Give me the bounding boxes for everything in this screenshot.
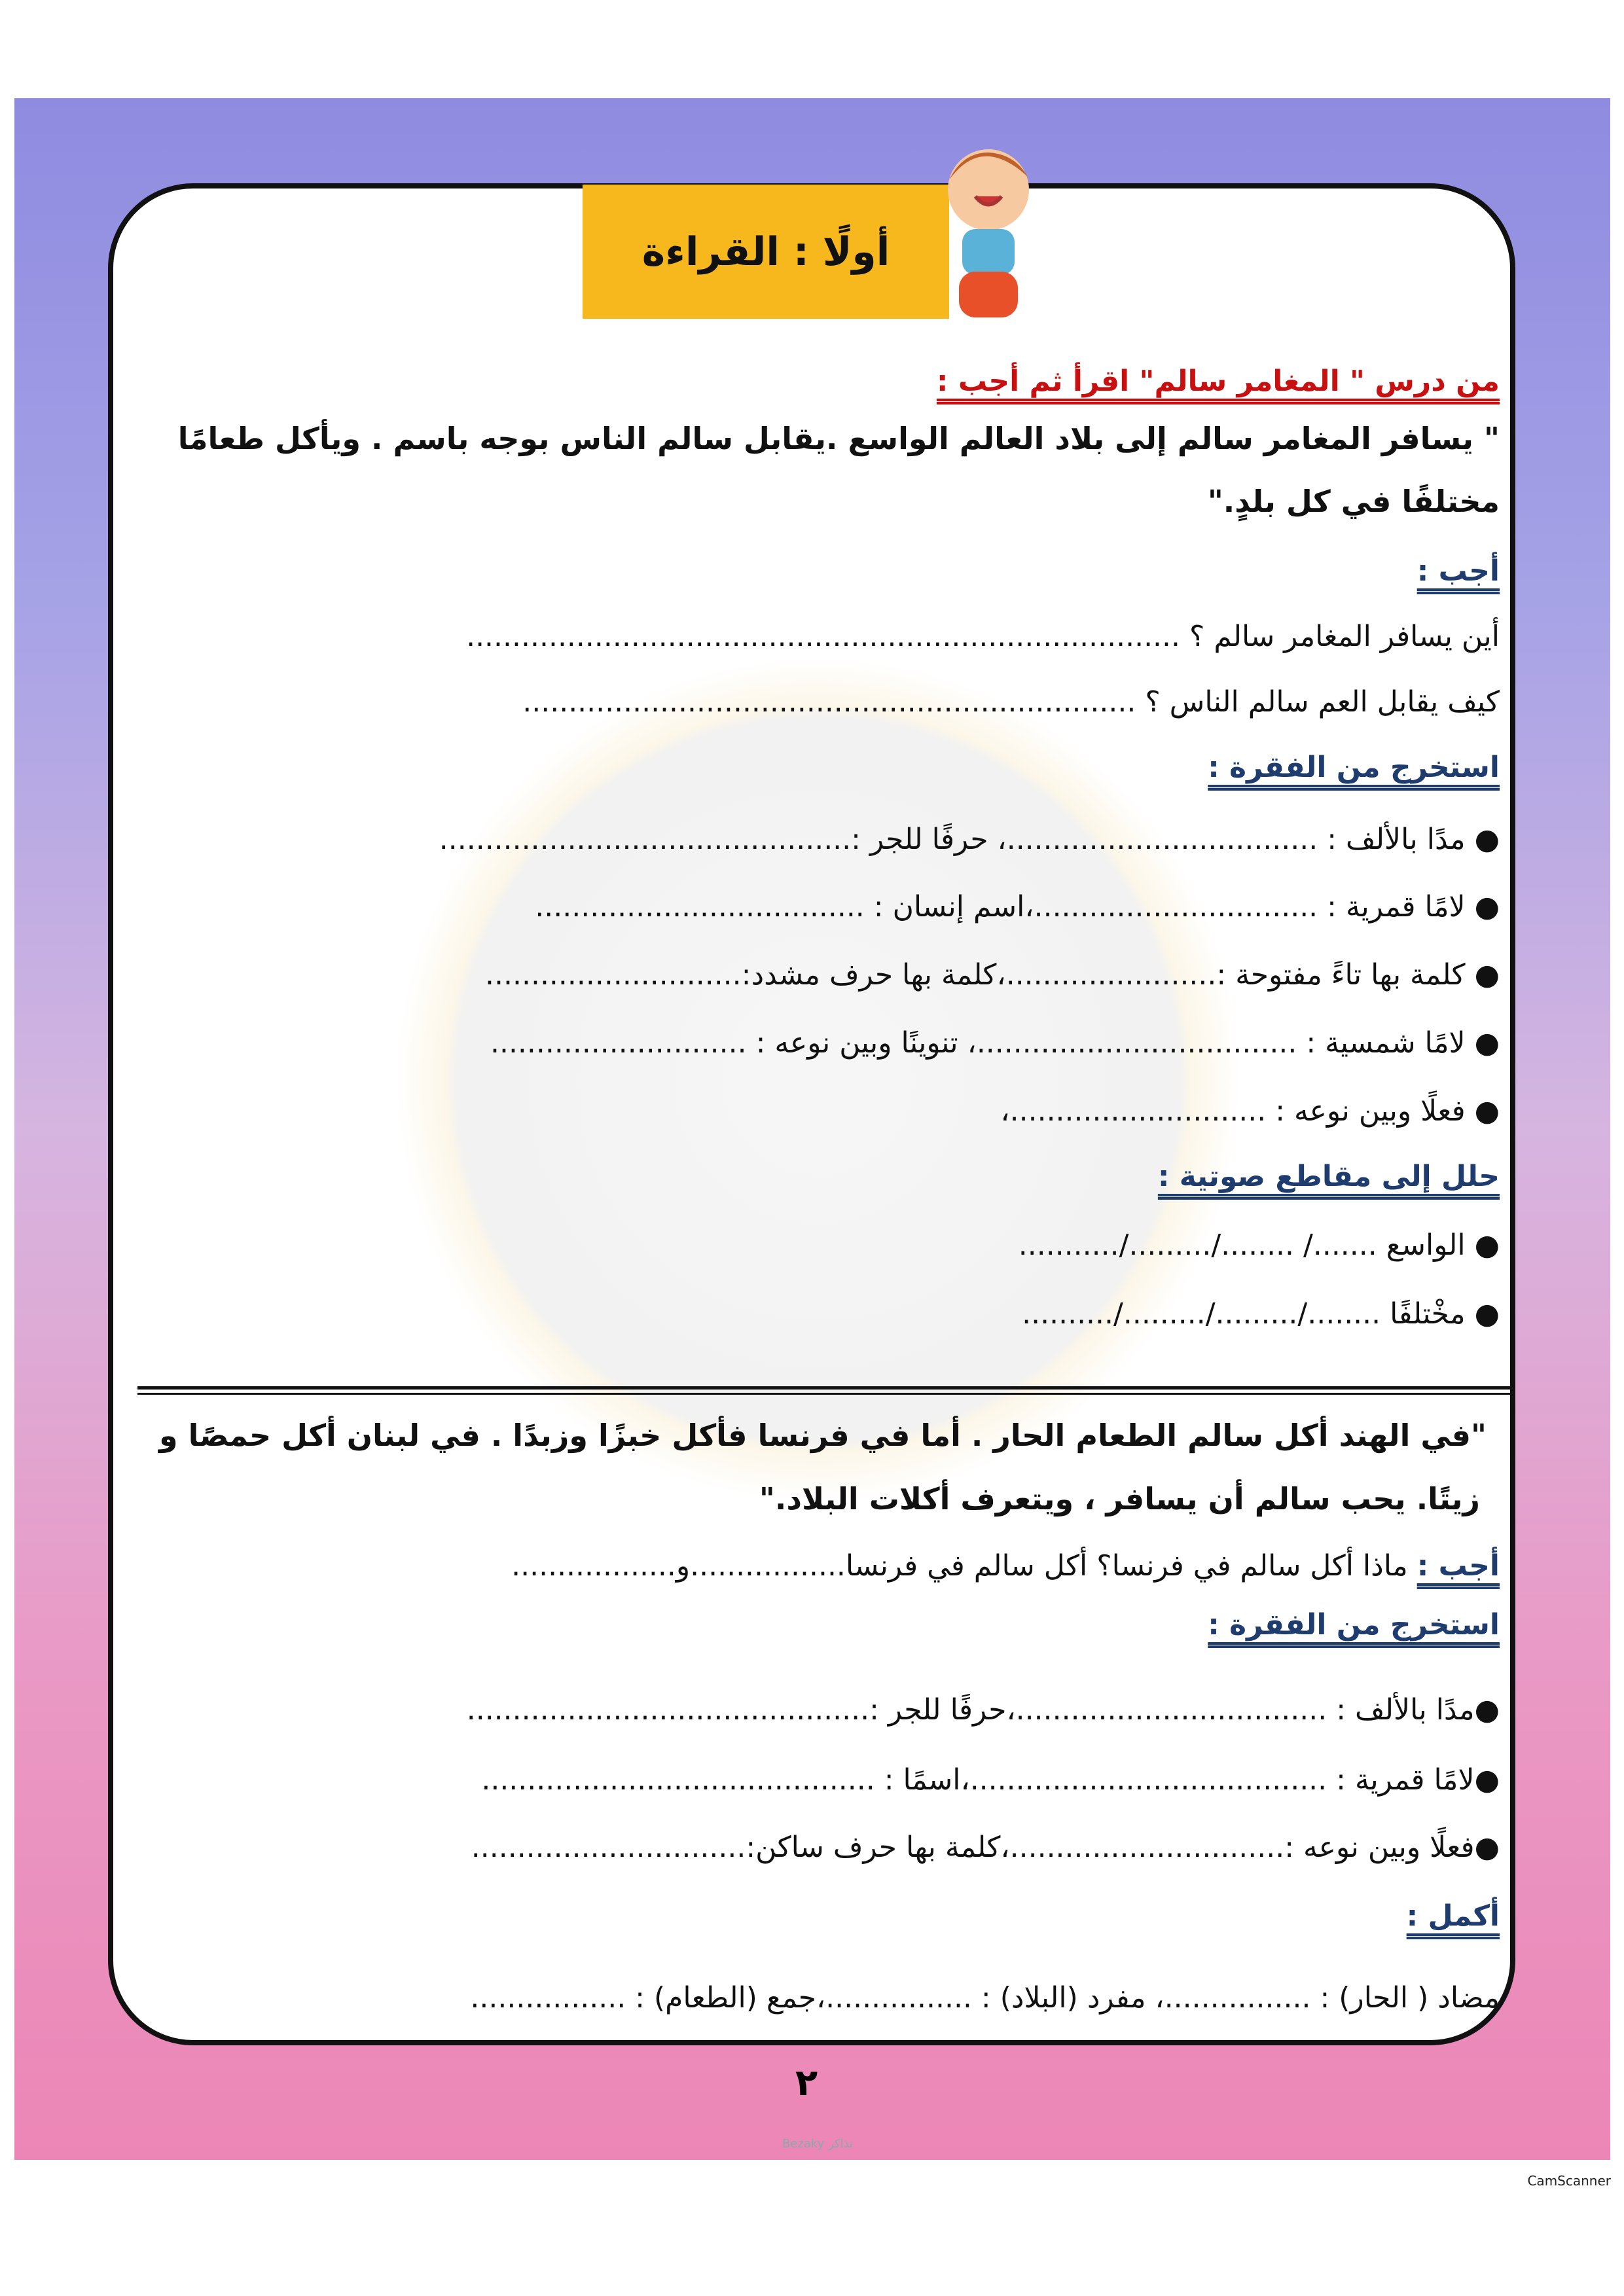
extract-item[interactable]: ●فعلًا وبين نوعه :..............................،كلمة بها حرف ساكن:.............................. bbox=[471, 1831, 1500, 1864]
passage2-line: "في الهند أكل سالم الطعام الحار . أما في فرنسا فأكل خبزًا وزبدًا . في لبنان أكل حمصًا و bbox=[158, 1418, 1487, 1453]
page-number: ٢ bbox=[795, 2062, 818, 2104]
answer-heading: أجب : bbox=[1416, 1549, 1500, 1583]
complete-item[interactable]: مضاد ( الحار) : ................، مفرد (البلاد) : ................،جمع (الطعام) : ................. bbox=[470, 1981, 1500, 2015]
passage2-line: زيتًا. يحب سالم أن يسافر ، ويتعرف أكلات البلاد." bbox=[759, 1481, 1480, 1516]
divider bbox=[137, 1393, 1512, 1395]
divider bbox=[137, 1386, 1512, 1390]
passage1-line: مختلفًا في كل بلدٍ." bbox=[1207, 484, 1500, 519]
question-2[interactable]: كيف يقابل العم سالم الناس ؟ ................................................................... bbox=[522, 685, 1500, 719]
extract-heading: استخرج من الفقرة : bbox=[1208, 1608, 1500, 1641]
extract-text: لامًا قمرية : .......................................،اسمًا : ........................................... bbox=[481, 1763, 1475, 1797]
question-1[interactable]: أين يسافر المغامر سالم ؟ .............................................................................. bbox=[466, 620, 1500, 653]
syllable-text: الواسع ......./ ......../........./........... bbox=[1018, 1229, 1466, 1262]
question-3[interactable] bbox=[131, 1548, 1500, 1584]
section-title: أولًا : القراءة bbox=[583, 185, 949, 319]
extract-text: فعلًا وبين نوعه :..............................،كلمة بها حرف ساكن:.............................. bbox=[471, 1831, 1475, 1864]
intro-heading: من درس " المغامر سالم" اقرأ ثم أجب : bbox=[936, 365, 1500, 398]
extract-text: مدًا بالألف : ..................................،حرفًا للجر :............................................ bbox=[466, 1693, 1475, 1727]
syllable-item[interactable]: ● الواسع ......./ ......../........./........... bbox=[1018, 1229, 1500, 1262]
extract-text: لامًا شمسية : ...................................، تنوينًا وبين نوعه : ............................ bbox=[490, 1026, 1466, 1060]
extract-heading: استخرج من الفقرة : bbox=[1208, 751, 1500, 784]
extract-item[interactable]: ●مدًا بالألف : ..................................،حرفًا للجر :............................................ bbox=[466, 1693, 1500, 1727]
extract-text: فعلًا وبين نوعه : ............................، bbox=[1000, 1094, 1466, 1128]
camscanner-label: CamScanner bbox=[1527, 2173, 1611, 2189]
extract-item[interactable]: ● مدًا بالألف : ..................................، حرفًا للجر :............................................. bbox=[439, 823, 1500, 856]
extract-text: لامًا قمرية : ...............................،اسم إنسان : .................................... bbox=[535, 890, 1466, 924]
syllable-item[interactable]: ● مخْتلفًا ......../........./........./.......... bbox=[1022, 1297, 1500, 1331]
child-illustration-icon bbox=[916, 141, 1054, 337]
complete-heading: أكمل : bbox=[1406, 1899, 1500, 1933]
extract-item[interactable]: ● فعلًا وبين نوعه : ............................، bbox=[1000, 1094, 1500, 1128]
extract-item[interactable]: ● لامًا قمرية : ...............................،اسم إنسان : .................................... bbox=[535, 890, 1500, 924]
passage1-line: " يسافر المغامر سالم إلى بلاد العالم الواسع .يقابل سالم الناس بوجه باسم . ويأكل طعامًا bbox=[177, 421, 1500, 456]
extract-item[interactable]: ●لامًا قمرية : .......................................،اسمًا : ........................................... bbox=[481, 1763, 1500, 1797]
syllables-heading: حلل إلى مقاطع صوتية : bbox=[1157, 1160, 1500, 1193]
answer-heading: أجب : bbox=[1416, 554, 1500, 588]
extract-item[interactable]: ● كلمة بها تاءً مفتوحة :.......................،كلمة بها حرف مشدد:............................ bbox=[485, 958, 1500, 992]
extract-text: مدًا بالألف : ..................................، حرفًا للجر :............................................. bbox=[439, 823, 1466, 856]
extract-text: كلمة بها تاءً مفتوحة :.......................،كلمة بها حرف مشدد:............................ bbox=[485, 958, 1466, 992]
syllable-text: مخْتلفًا ......../........./........./.......... bbox=[1022, 1297, 1466, 1331]
footer-logo: Bezaky تذاكر bbox=[782, 2137, 854, 2151]
extract-item[interactable]: ● لامًا شمسية : ...................................، تنوينًا وبين نوعه : ............................ bbox=[490, 1026, 1500, 1060]
question-text: ماذا أكل سالم في فرنسا؟ أكل سالم في فرنسا.................و.................. bbox=[511, 1549, 1417, 1583]
